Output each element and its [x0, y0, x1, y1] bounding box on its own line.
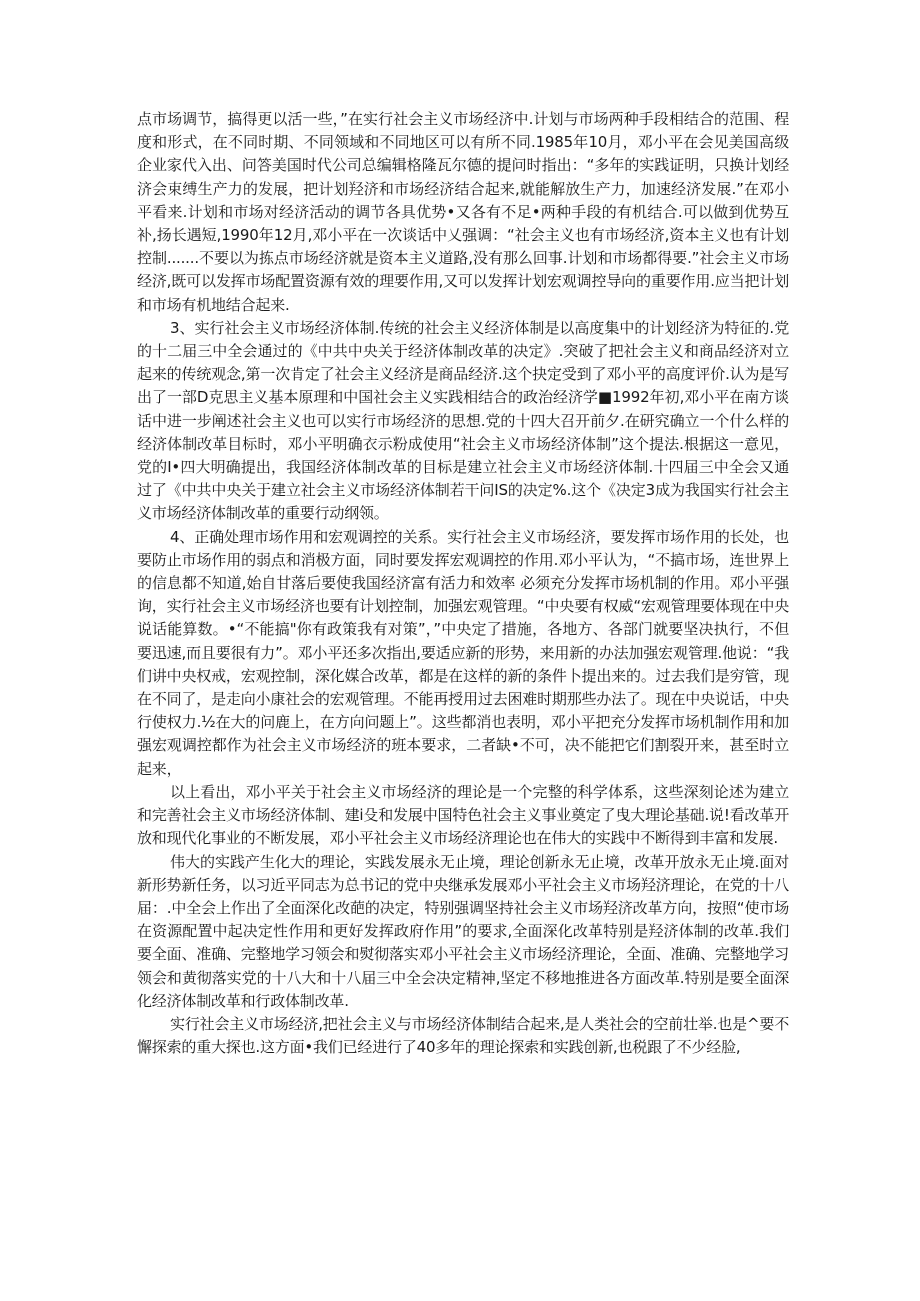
paragraph-summary: 以上看出，邓小平关于社会主义市场经济的理论是一个完整的科学体系，这些深刻论述为建立和完善社会主义市场经济体制、建i殳和发展中国特色社会主义事业奠定了曳大理论基础.说!看改革开放和现代化事业的不断发展，邓小平社会主义市场经济理论也在伟大的实践中不断得到丰富和发展.	[137, 782, 789, 848]
paragraph-market-economy-system: 3、实行社会主义市场经济体制.传统的社会主义经济体制是以高度集中的计划经济为特征的.党的十二届三中全会通过的《中共中央关于经济体制改革的决定》.突破了把社会主义和商品经济对立起来的传统观念,第一次肯定了社会主义经济是商品经济.这个抉定受到了邓小平的高度评价.认为是写出了一部D克思主义基本原理和中国社会主义实践相结合的政治经济学■1992年初,邓小平在南方谈话中进一步阐述社会主义也可以实行市场经济的思想.党的十四大召开前夕.在研究确立一个什么样的经济体制改革目标时，邓小平明确衣示粉成使用“社会主义市场经济体制”这个提法.根据这一意见，党的I•四大明确提出，我国经济体制改革的目标是建立社会主义市场经济体制.十四届三中全会又通过了《中共中央关于建立社会主义市场经济体制若干问IS的决定%.这个《决定3成为我国实行社会主义市场经济体制改革的重要行动纲领。	[137, 318, 789, 523]
paragraph-closing: 实行社会主义市场经济,把社会主义与市场经济体制结合起来,是人类社会的空前壮举.也是^要不懈探索的重大探也.这方面•我们已经进行了40多年的理论探索和实践创新,也税跟了不少经脸,	[137, 1014, 789, 1057]
paragraph-practice-theory: 伟大的实践产生化大的理论，实践发展永无止境，理论创新永无止境，改革开放永无止境.面对新形势新任务，以习近平同志为总书记的党中央继承发展邓小平社会主义市场羟济理论，在党的十八届：.中全会上作出了全面深化改葩的决定，特别强调坚持社会主义市场羟济改革方向，按照“使市场在资源配置中起决定性作用和更好发挥政府作用”的要求,全面深化改革特别是羟济体制的改革.我们要全面、准确、完整地学习领会和熨彻落实邓小平社会主义市场经济理论，全面、准确、完整地学习领会和黄彻落实党的十八大和十八届三中全会决定精神,坚定不移地推进各方面改革.特别是要全面深化经济体制改革和行政体制改革.	[137, 852, 789, 1010]
paragraph-continuation: 点市场调节，搞得更以活一些，”在实行社会主义市场经济中.计划与市场两种手段相结合的范围、程度和形式，在不同时期、不同领域和不同地区可以有所不同.1985年10月，邓小平在会见美国高级企业家代入出、问答美国时代公司总编辑格隆瓦尔德的提问时指出：“多年的实践证明，只换计划经济会束缚生产力的发展，把计划羟济和市场经济结合起来,就能解放生产力，加速经济发展.”在邓小平看来.计划和市场对经济活动的调节各具优势•又各有不足•两种手段的有机结合.可以做到优势互补,扬长遇短,1990年12月,邓小平在一次谈话中乂强调：“社会主义也有市场经济,资本主义也有计划控制.......不要以为拣点市场经济就是资本主义道路,没有那么回事.计划和市场都得要.”社会主义市场经济,既可以发挥市场配置资源有效的理要作用,又可以发挥计划宏观调控导向的重要作用.应当把计划和市场有机地结合起来.	[137, 110, 789, 314]
document-body	[137, 108, 789, 1059]
paragraph-macro-control: 4、正确处理市场作用和宏观调控的关系。实行社会主义市场经济，要发挥市场作用的长处，也要防止市场作用的弱点和消极方面，同时要发挥宏观调控的作用.邓小平认为，“不搞市场，连世界上的信息都不知道,始自甘落后要使我国经济富有活力和效率 必须充分发挥市场机制的作用。邓小平强询，实行社会主义市场经济也要有计划控制，加强宏观管理。“中央要有权威“宏观管理要体现在中央说话能算数。•“不能搞"你有政策我有对策”，”中央定了措施，各地方、各部门就要坚决执行，不但要迅速,而且要很有力”。邓小平还多次指出,要适应新的形势，来用新的办法加强宏观管理.他说：“我们讲中央权戒，宏观控制，深化媒合改革，都是在这样的新的条件卜提出来的。过去我们是穷管，现在不同了，是走向小康社会的宏观管理。不能再授用过去困难时期那些办法了。现在中央说话，中央行使权力.½在大的问鹿上，在方向问题上”。这些都消也表明，邓小平把充分发挥市场机制作用和加强宏观调控都作为社会主义市场经济的班本要求，二者缺•不可，决不能把它们割裂开来，甚至时立起来，	[137, 527, 789, 778]
